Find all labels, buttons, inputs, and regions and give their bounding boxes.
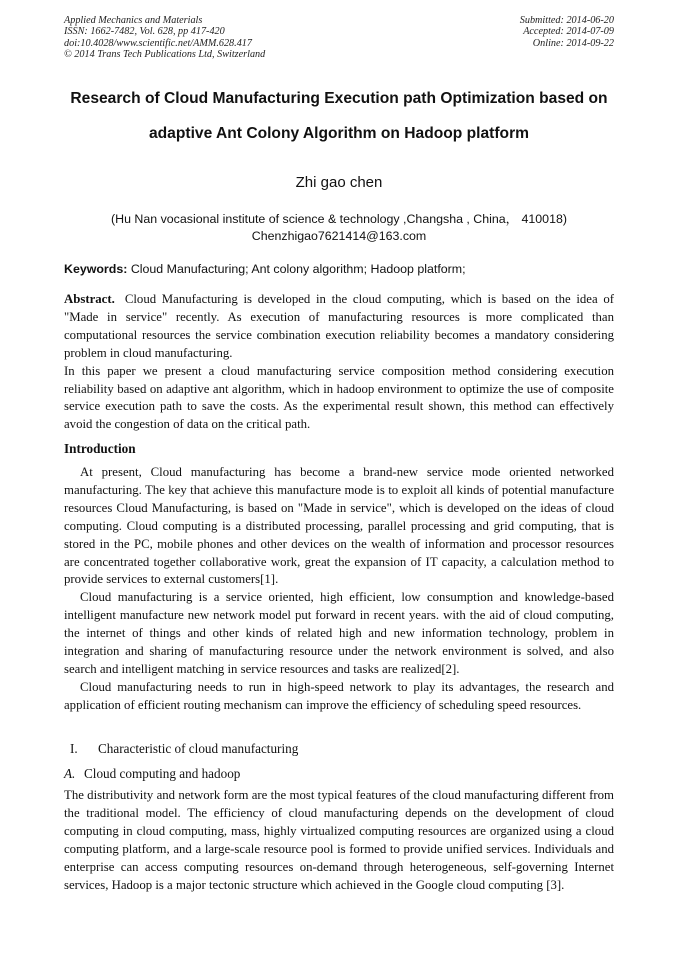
intro-paragraph-1: At present, Cloud manufacturing has become a brand-new service mode oriented networked manufacturing. The key that achieve this manufacture mode is to exploit all kinds of potential manufacture resources Cloud Manufacturing, is based on "Made in service", which is developed on the ideas of cloud computing. Cloud computing is a distributed processing, parallel processing and grid computing, that is stored in the PC, mobile phones and other devices on the wealth of information and processor resources are concentrated together collaborative work, great the expansion of IT capacity, a calculation method to provide services to external customers[1]. (64, 465, 614, 587)
journal-issn: ISSN: 1662-7482, Vol. 628, pp 417-420 (64, 26, 225, 38)
accepted-date: Accepted: 2014-07-09 (523, 26, 614, 38)
subsection-a-body (64, 787, 614, 894)
keywords-label: Keywords: (64, 262, 128, 276)
intro-paragraph-3: Cloud manufacturing needs to run in high-speed network to play its advantages, the research and application of efficient routing mechanism can improve the efficiency of scheduling speed resources. (64, 679, 614, 712)
author-name: Zhi gao chen (295, 174, 383, 191)
abstract-paragraph-1: Cloud Manufacturing is developed in the cloud computing, which is based on the idea of "Made in service" recently. As execution of manufacturing resources is more complicated than computational resources the service combination execution reliability becomes a mandatory considering problem in cloud manufacturing. (64, 292, 614, 360)
introduction-body (64, 464, 614, 715)
journal-copyright: © 2014 Trans Tech Publications Ltd, Switzerland (64, 49, 266, 61)
section-1-title: Characteristic of cloud manufacturing (98, 741, 299, 756)
introduction-heading: Introduction (64, 441, 136, 456)
affiliation: (Hu Nan vocasional institute of science & technology ,Changsha , China， 410018) (111, 212, 567, 226)
abstract (64, 291, 614, 434)
subsection-a-heading (64, 766, 240, 782)
abstract-paragraph-2: In this paper we present a cloud manufacturing service composition method considering execution reliability based on adaptive ant algorithm, which in hadoop environment to optimize the use of composite service execution path to save the costs. As the experimental result shown, this method can effectively avoid the congestion of data on the critical path. (64, 363, 614, 432)
journal-doi: doi:10.4028/www.scientific.net/AMM.628.417 (64, 37, 252, 49)
paper-title-line2: adaptive Ant Colony Algorithm on Hadoop platform (148, 125, 529, 142)
section-1-number: I. (70, 741, 78, 756)
subsection-a-number: A. (64, 766, 76, 781)
abstract-label: Abstract. (64, 292, 115, 306)
paper-title-line1: Research of Cloud Manufacturing Execution path Optimization based on (70, 90, 608, 107)
intro-paragraph-2: Cloud manufacturing is a service oriented, high efficient, low consumption and knowledge-based intelligent manufacture new network model put forward in recent years. with the aid of cloud computing, the internet of things and other kinds of related high and new information technology, problem in integration and sharing of manufacturing resource under the network environment is solved, and also search and intelligent matching in service resources and tasks are realized[2]. (64, 590, 614, 676)
keywords (64, 262, 614, 276)
author-affiliation-block (0, 211, 678, 245)
subsection-a-title: Cloud computing and hadoop (84, 766, 241, 781)
section-1-heading (70, 741, 298, 757)
online-date: Online: 2014-09-22 (532, 37, 614, 49)
keywords-text: Cloud Manufacturing; Ant colony algorithm; Hadoop platform; (130, 262, 466, 276)
journal-info (64, 15, 265, 61)
author-email: Chenzhigao7621414@163.com (251, 229, 427, 243)
journal-name: Applied Mechanics and Materials (64, 15, 203, 26)
submitted-date: Submitted: 2014-06-20 (519, 15, 614, 26)
subsection-a-paragraph: The distributivity and network form are the most typical features of the cloud manufacturing different from the traditional model. The efficiency of cloud manufacturing depends on the development of cloud computing in cloud computing, mass, highly virtualized computing resources are organized using a cloud computing platform, and a large-scale resource pool is formed to provide unified services. Individuals and enterprise can access computing resources on-demand through heterogeneous, self-governing Internet services, Hadoop is a major tectonic structure which achieved in the Google cloud computing [3]. (64, 788, 614, 892)
submission-dates (520, 15, 614, 49)
